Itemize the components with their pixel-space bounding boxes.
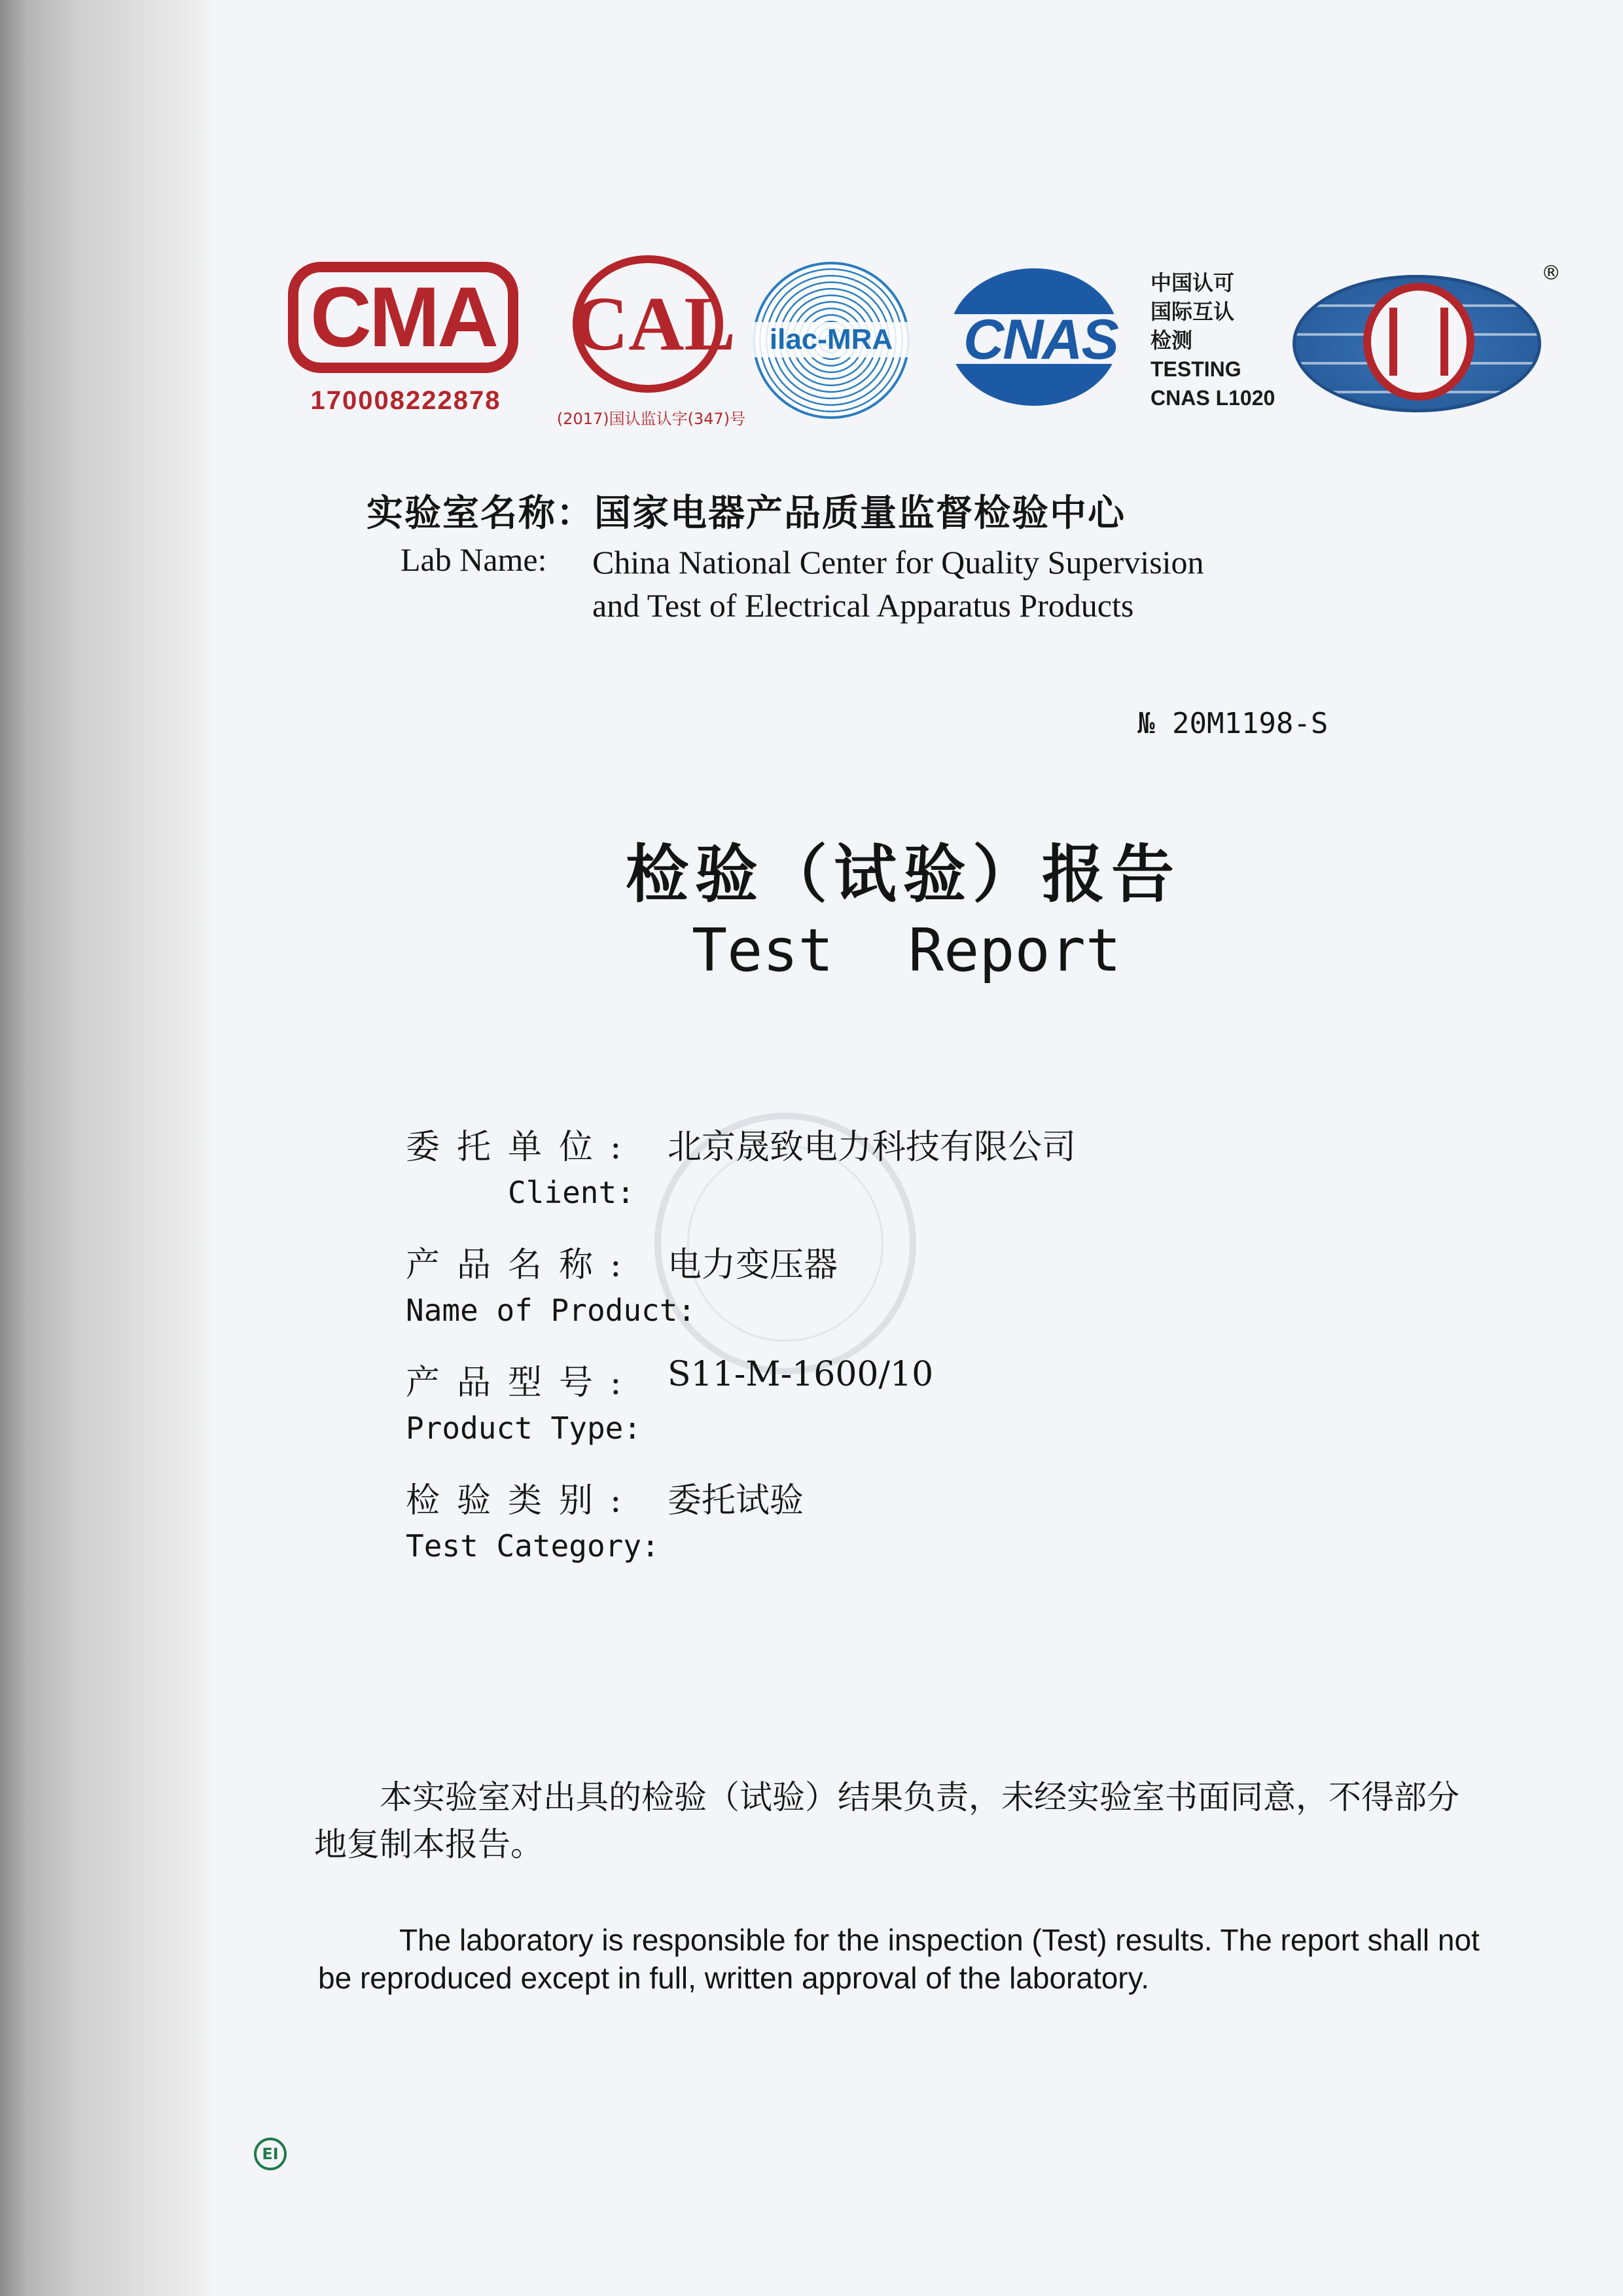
field-test-category xyxy=(406,1473,804,1564)
cal-logo xyxy=(543,255,759,432)
field-label-cn: 产品名称: xyxy=(406,1246,639,1285)
field-value: 北京晟致电力科技有限公司 xyxy=(668,1128,1077,1167)
cnas-side-line: 检测 xyxy=(1150,329,1193,352)
cma-number: 170008222878 xyxy=(310,386,501,415)
lab-name-en xyxy=(592,541,1312,627)
cal-certificate-number: (2017)国认监认字(347)号 xyxy=(556,410,746,428)
ilac-mra-logo xyxy=(753,262,916,425)
cnas-side-line: 国际互认 xyxy=(1150,300,1235,323)
report-title-cn: 检验（试验）报告 xyxy=(626,838,1181,911)
footer-mark-icon: EI xyxy=(254,2138,287,2170)
cnas-logo xyxy=(946,268,1135,419)
report-number: № 20M1198-S xyxy=(1137,707,1329,740)
lab-name-cn: 实验室名称：国家电器产品质量监督检验中心 xyxy=(366,492,1126,535)
field-value: 电力变压器 xyxy=(668,1246,838,1285)
cnas-side-line: 中国认可 xyxy=(1150,271,1235,295)
lab-name-en-line: China National Center for Quality Supervision xyxy=(592,544,1204,581)
field-label-en: Name of Product: xyxy=(406,1293,696,1328)
report-title-en: Test Report xyxy=(691,916,1122,985)
field-product-name xyxy=(406,1237,838,1328)
field-label-en: Test Category: xyxy=(406,1528,660,1564)
cma-logo-text: CMA xyxy=(310,269,497,365)
ccc-globe-logo xyxy=(1293,262,1561,432)
ccc-seal-inner xyxy=(1389,308,1448,376)
field-label-cn: 检验类别: xyxy=(406,1481,639,1520)
lab-name-en-line: and Test of Electrical Apparatus Products xyxy=(592,587,1134,624)
registered-mark: ® xyxy=(1541,262,1561,285)
notice-en: The laboratory is responsible for the inspection (Test) results. The report shall not be reproduced except in full, written approval of the laboratory. xyxy=(318,1923,1480,1995)
cnas-side-line: TESTING xyxy=(1150,357,1241,381)
accreditation-logos xyxy=(288,249,1561,445)
field-product-type xyxy=(406,1355,934,1446)
lab-name-label-en: Lab Name: xyxy=(401,541,547,578)
cnas-logo-text: CNAS xyxy=(963,308,1118,371)
cma-logo xyxy=(288,262,524,432)
field-label-en: Product Type: xyxy=(406,1410,642,1446)
scan-shadow-edge xyxy=(0,0,216,2296)
field-label-cn: 委托单位: xyxy=(406,1128,639,1167)
ilac-logo-text: ilac-MRA xyxy=(753,322,910,357)
cnas-side-line: CNAS L1020 xyxy=(1150,386,1275,410)
notice-cn: 本实验室对出具的检验（试验）结果负责，未经实验室书面同意，不得部分地复制本报告。 xyxy=(314,1778,1459,1863)
cal-logo-text: CAL xyxy=(573,281,736,367)
field-value: S11-M-1600/10 xyxy=(668,1355,934,1394)
field-label-en: Client: xyxy=(508,1175,635,1210)
field-value: 委托试验 xyxy=(668,1481,804,1520)
field-client xyxy=(406,1119,1077,1210)
field-label-cn: 产品型号: xyxy=(406,1363,639,1403)
